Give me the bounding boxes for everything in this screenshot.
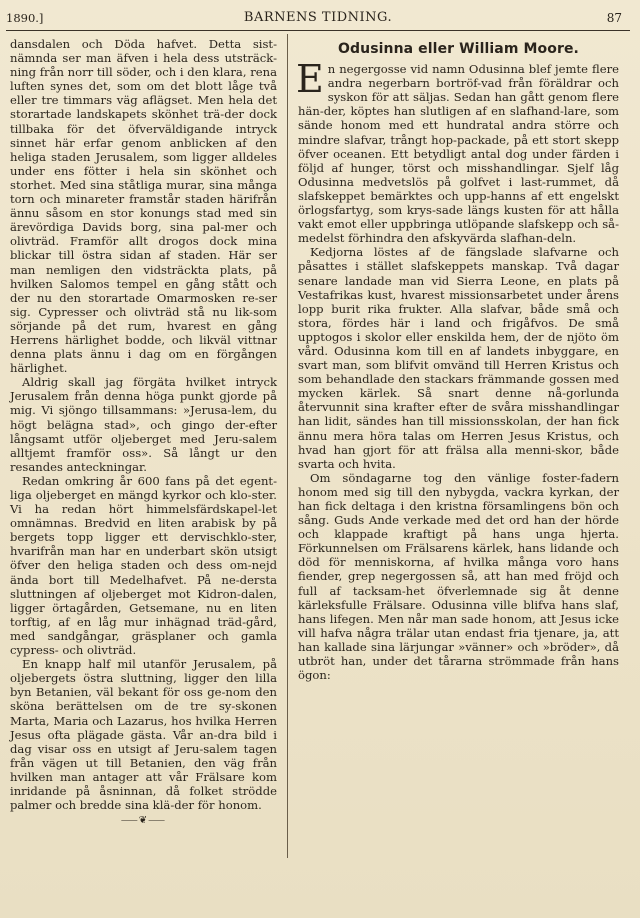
right-column	[298, 42, 619, 682]
header-rule	[6, 30, 630, 31]
column-divider	[287, 34, 288, 858]
drop-cap: E	[296, 57, 324, 102]
end-ornament: ⸺❦⸺	[120, 815, 167, 827]
page-number: 87	[606, 11, 622, 25]
article-paragraph: En knapp half mil utanför Jerusalem, på oljebergets östra sluttning, ligger den lilla byn Betanien, väl bekant för oss ge-nom den sköna berättelsen om de tre sy-skonen Marta, Maria och Lazarus, hos hvilka Herren Jesus ofta plägade gästa. Vår an-dra bild i dag visar oss en utsigt af Jeru-salem tagen från vägen ut till Betanien, den väg från hvilken man antager att vår Frälsare kom inridande på åsninnan, då folket strödde palmer och bredde sina klä-der för honom.	[10, 657, 277, 813]
article-paragraph: Om söndagarne tog den vänlige foster-fadern honom med sig till den nybygda, vackra kyrkan, der han fick deltaga i den kristna församlingens bön och sång. Guds Ande verkade med det ord han der hörde och klappade kraftigt på hans unga hjerta. Förkunnelsen om Frälsarens kärlek, hans lidande och död för menniskorna, af hvilka många voro hans fiender, grep negergossen så, att han med fröjd och full af tacksam-het öfverlemnade sig åt denne kärleksfulle Frälsare. Odusinna ville blifva hans slaf, hans lifegen. Men når man sade honom, att Jesus icke vill hafva några trälar utan endast fria tjenare, ja, att han kallade sina lärjungar »vänner» och »bröder», då utbröt han, under det tårarna strömmade från hans ögon:	[298, 470, 619, 683]
first-paragraph-text: n negergosse vid namn Odusinna blef jemte flere andra negerbarn bortröf-vad från föräldrar och syskon för att säljas. Sedan han gått genom flere hän-der, köptes han slutligen af en slafhand-lare, som sände honom med ett hundratal andra större och mindre slafvar, trångt hop-packade, på ett stort skepp öfver oceanen. Ett betydligt antal dog under färden i följd af hunger, törst och misshandlingar. Sjelf låg Odusinna medvetslös på golfvet i last-rummet, då slafskeppet bemärktes och upp-hanns af ett engelskt örlogsfartyg, som krys-sade längs kusten för att hålla vakt emot eller uppbringa utlöpande slafskepp och så-medelst förhindra den afskyvärda slafhan-deln.	[298, 62, 619, 246]
header-year: 1890.]	[6, 11, 44, 25]
article-paragraph: Kedjorna löstes af de fängslade slafvarne och påsattes i stället slafskeppets manskap. Två dagar senare landade man vid Sierra Leone, en plats på Vestafrikas kust, hvarest missionsarbetet under årens lopp burit rika frukter. Alla slafvar, både små och stora, fördes här i land och frigåfvos. De små upptogos i skolor eller enskilda hem, der de njöto öm vård. Odusinna kom till en af landets inbyggare, en svart man, som blifvit omvänd till Herren Kristus och som behandlade den stackars främmande gossen med mycken kärlek. Så snart denne nå-gorlunda återvunnit sina krafter efter de svåra misshandlingar han lidit, sändes han till missionsskolan, der han fick ännu mera höra talas om Herren Jesus Kristus, och hvad han gjort för att frälsa alla menni-skor, både svarta och hvita.	[298, 245, 619, 471]
article-paragraph: dansdalen och Döda hafvet. Detta sist-nämnda ser man äfven i hela dess utsträck-ning från norr till söder, och i den klara, rena luften synes det, som om det blott låge två eller tre timmars väg aflägset. Men hela det storartade landskapets skönhet trä-der dock tillbaka för det öfverväldigande intryck sinnet här erfar genom anblicken af den heliga staden Jerusalem, som ligger alldeles under ens fötter i hela sin skönhet och storhet. Med sina ståtliga murar, sina många torn och minareter framstår staden härifrån ännu såsom en stor konungs stad med sin ärevördiga Davids borg, sina pal-mer och olivträd. Framför allt drogos dock mina blickar till östra sidan af staden. Här ser man nemligen den vidsträckta plats, på hvilken Salomos tempel en gång stått och der nu den storartade Omarmosken re-ser sig. Cypresser och olivträd stå nu lik-som sörjande på det rum, hvarest en gång Herrens härlighet bodde, och likväl vittnar denna plats ännu i dag om en förgången härlighet.	[10, 37, 277, 376]
masthead-title: BARNENS TIDNING.	[243, 10, 393, 25]
article-title: Odusinna eller William Moore.	[338, 41, 579, 57]
article-paragraph: Aldrig skall jag förgäta hvilket intryck Jerusalem från denna höga punkt gjorde på mig. Vi sjöngo tillsammans: »Jerusa-lem, du högt belägna stad», och gingo der-efter långsamt utför oljeberget med Jeru-salem alltjemt framför oss». Så långt ur den resandes anteckningar.	[10, 375, 277, 474]
article-paragraph	[296, 57, 619, 246]
left-column	[10, 37, 277, 828]
page-header	[6, 8, 630, 28]
article-paragraph: Redan omkring år 600 fans på det egent-liga oljeberget en mängd kyrkor och klo-ster. Vi ha redan hört himmelsfärdskapel-let omnämnas. Bredvid en liten arabisk by på bergets topp ligger ett dervischklo-ster, hvarifrån man har en underbart skön utsigt öfver den heliga staden och dess om-nejd ända bort till Medelhafvet. På ne-dersta sluttningen af oljeberget mot Kidron-dalen, ligger örtagården, Getsemane, nu en liten torftig, af en låg mur inhägnad träd-gård, med sandgångar, gräsplaner och gamla cypress- och olivträd.	[10, 473, 277, 658]
